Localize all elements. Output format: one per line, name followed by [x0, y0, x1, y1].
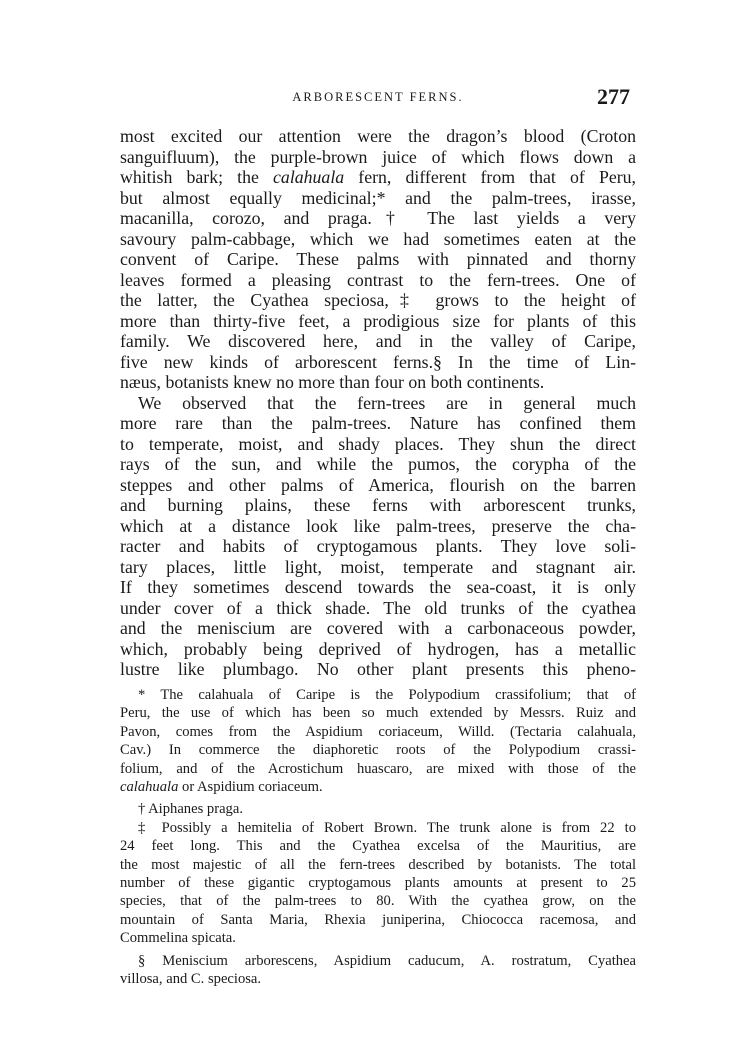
footnote-line: § Meniscium arborescens, Aspidium caducum, A. rostratum, Cyathea	[138, 952, 636, 969]
page-number: 277	[597, 84, 630, 109]
body-line: more rare than the palm-trees. Nature has confined them	[120, 413, 636, 433]
body-line: lustre like plumbago. No other plant presents this pheno-	[120, 659, 636, 679]
footnotes	[120, 686, 636, 989]
body-line: næus, botanists knew no more than four on both continents.	[120, 372, 545, 392]
footnote-line: * The calahuala of Caripe is the Polypodium crassifolium; that of	[138, 687, 636, 703]
body-line: which, probably being deprived of hydrogen, has a metallic	[120, 638, 636, 659]
body-line: the latter, the Cyathea speciosa,‡ grows to the height of	[120, 290, 636, 310]
body-line: five new kinds of arborescent ferns.§ In the time of Lin-	[120, 351, 636, 372]
body-line: racter and habits of cryptogamous plants. They love soli-	[120, 536, 636, 556]
body-line: most excited our attention were the dragon’s blood (Croton	[120, 126, 636, 146]
body-line: and the meniscium are covered with a carbonaceous powder,	[120, 618, 636, 638]
body-line: whitish bark; the calahuala fern, different from that of Peru,	[120, 167, 636, 187]
body-line: If they sometimes descend towards the sea-coast, it is only	[120, 577, 636, 597]
running-head: ARBORESCENT FERNS.	[292, 90, 464, 104]
body-line: under cover of a thick shade. The old trunks of the cyathea	[120, 597, 636, 618]
page-header	[118, 84, 638, 114]
body-line: savoury palm-cabbage, which we had sometimes eaten at the	[120, 228, 636, 249]
footnote-line: Peru, the use of which has been so much extended by Messrs. Ruiz and	[120, 705, 636, 722]
footnote-line: mountain of Santa Maria, Rhexia juniperina, Chiococca racemosa, and	[120, 911, 636, 928]
body-line: sanguifluum), the purple-brown juice of which flows down a	[120, 146, 636, 167]
footnote-line: species, that of the palm-trees to 80. With the cyathea grow, on the	[120, 893, 636, 910]
footnote-line: Cav.) In commerce the diaphoretic roots of the Polypodium crassi-	[120, 742, 636, 759]
body-line: to temperate, moist, and shady places. They shun the direct	[120, 433, 636, 454]
body-line: which at a distance look like palm-trees, preserve the cha-	[120, 515, 636, 536]
body-line: We observed that the fern-trees are in general much	[138, 392, 636, 413]
body-line: macanilla, corozo, and praga.† The last yields a very	[120, 208, 636, 228]
body-line: leaves formed a pleasing contrast to the fern-trees. One of	[120, 269, 636, 290]
body-line: convent of Caripe. These palms with pinnated and thorny	[120, 249, 636, 269]
body-line: but almost equally medicinal;* and the palm-trees, irasse,	[120, 187, 636, 208]
footnote-line: 24 feet long. This and the Cyathea excelsa of the Mauritius, are	[120, 838, 636, 855]
footnote-line: † Aiphanes praga.	[138, 801, 243, 818]
body-line: and burning plains, these ferns with arborescent trunks,	[120, 495, 636, 515]
body-line: steppes and other palms of America, flourish on the barren	[120, 474, 636, 495]
body-line: family. We discovered here, and in the valley of Caripe,	[120, 331, 636, 351]
body-line: rays of the sun, and while the pumos, the corypha of the	[120, 454, 636, 474]
body-line: more than thirty-five feet, a prodigious size for plants of this	[120, 310, 636, 331]
body-text	[120, 126, 636, 680]
footnote-line: folium, and of the Acrostichum huascaro, are mixed with those of the	[120, 760, 636, 777]
footnote-line: Commelina spicata.	[120, 930, 236, 947]
footnote-line: calahuala or Aspidium coriaceum.	[120, 779, 323, 796]
footnote-line: ‡ Possibly a hemitelia of Robert Brown. The trunk alone is from 22 to	[138, 819, 636, 836]
footnote-line: villosa, and C. speciosa.	[120, 971, 262, 988]
footnote-line: Pavon, comes from the Aspidium coriaceum, Willd. (Tectaria calahuala,	[120, 723, 636, 740]
body-line: tary places, little light, moist, temperate and stagnant air.	[120, 556, 636, 577]
footnote-line: number of these gigantic cryptogamous plants amounts at present to 25	[120, 875, 636, 892]
footnote-line: the most majestic of all the fern-trees described by botanists. The total	[120, 856, 636, 873]
